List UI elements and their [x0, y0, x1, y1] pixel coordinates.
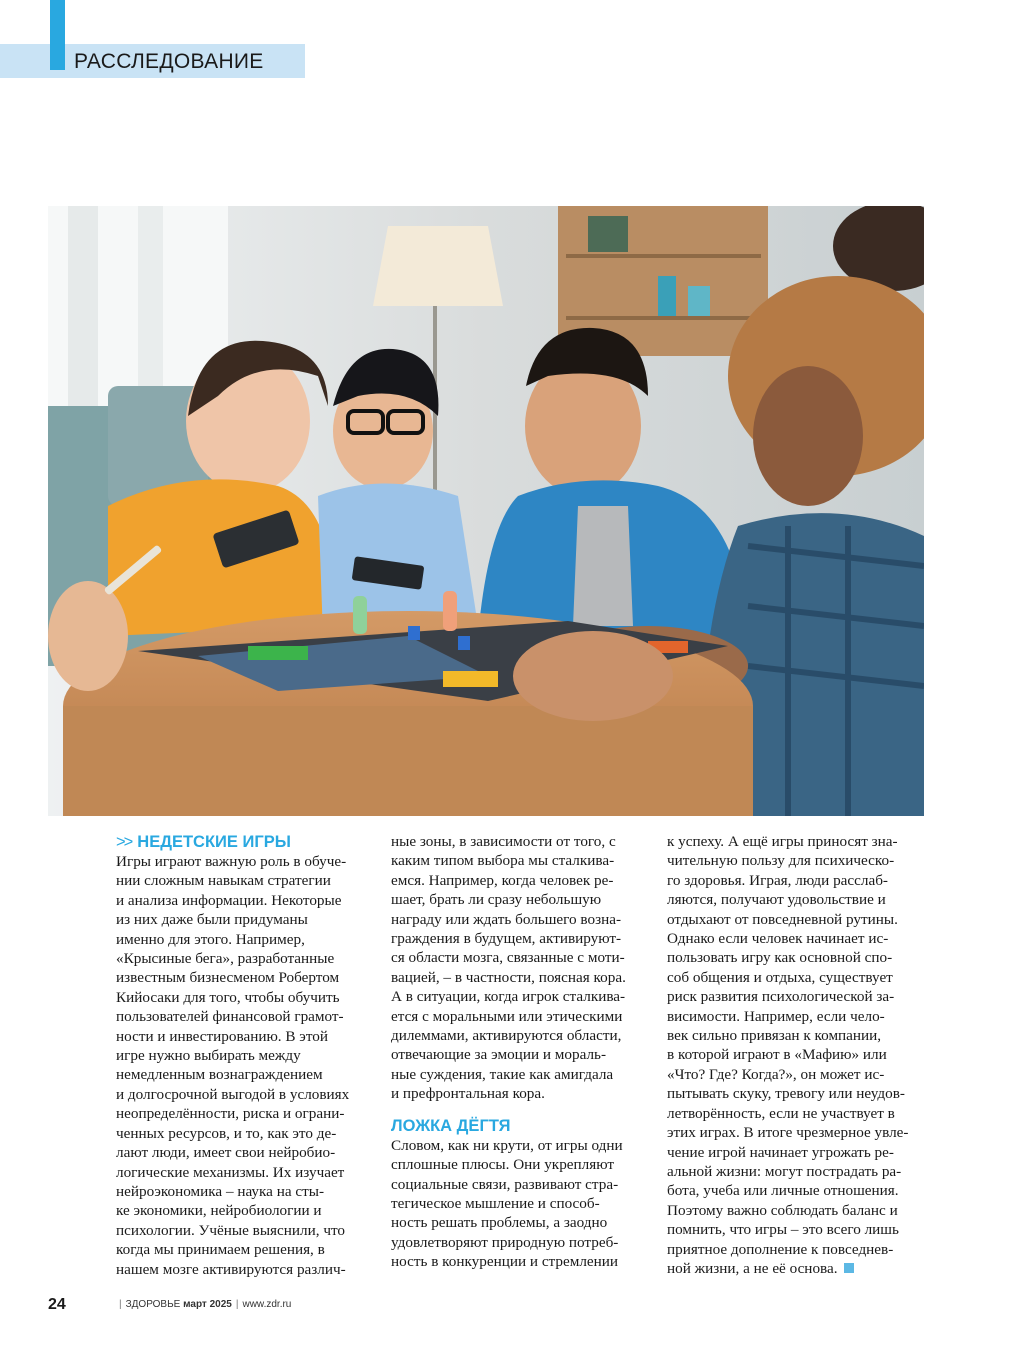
article-column-2 — [391, 832, 646, 1272]
text-line: нии сложным навыкам стратегии — [116, 872, 331, 890]
text-line: пользовать игру как основной спо- — [667, 949, 893, 967]
section-label: РАССЛЕДОВАНИЕ — [74, 50, 264, 73]
text-line: помнить, что игры – это всего лишь — [667, 1221, 899, 1239]
text-line: вацией, – в частности, поясная кора. — [391, 968, 626, 986]
text-line: альной жизни: могут пострадать ра- — [667, 1162, 902, 1180]
text-line: бота, учеба или личные отношения. — [667, 1182, 899, 1200]
text-line: лают люди, имеет свои нейробио- — [116, 1144, 336, 1162]
section-accent-stripe — [50, 0, 65, 70]
text-line: удовлетворяют природную потреб- — [391, 1233, 619, 1251]
heading-arrows-icon: >> — [116, 833, 132, 851]
text-line: емся. Например, когда человек ре- — [391, 871, 614, 889]
article-column-3 — [667, 832, 922, 1278]
text-line-last — [667, 1259, 922, 1278]
text-line: ные зоны, в зависимости от того, с — [391, 833, 616, 850]
text-line: этих играх. В итоге чрезмерное увле- — [667, 1124, 909, 1142]
text-line: и анализа информации. Некоторые — [116, 891, 342, 909]
page-number: 24 — [48, 1296, 66, 1313]
heading-nedetskie-igry — [116, 832, 371, 852]
text-line: Словом, как ни крути, от игры одни — [391, 1136, 623, 1154]
text-line: ке экономики, нейробиологии и — [116, 1202, 322, 1220]
issue-date: март 2025 — [183, 1299, 232, 1310]
text-line: каким типом выбора мы сталкива- — [391, 852, 615, 870]
end-of-article-square-icon — [844, 1263, 854, 1273]
text-line: известным бизнесменом Робертом — [116, 969, 340, 987]
text-line: дилеммами, активируются области, — [391, 1027, 622, 1045]
footer-separator: | — [235, 1299, 239, 1310]
text-line: неопределённости, риска и ограни- — [116, 1105, 345, 1123]
text-line: именно для этого. Например, — [116, 930, 305, 948]
board-game-photo — [48, 206, 924, 816]
text-line: век сильно привязан к компании, — [667, 1027, 882, 1045]
text-line: ность в конкуренции и стремлении — [391, 1253, 619, 1271]
text-line: сплошные плюсы. Они укрепляют — [391, 1156, 614, 1174]
text-line: пользователей финансовой грамот- — [116, 1008, 344, 1026]
text-line: ность решать проблемы, а заодно — [391, 1214, 608, 1232]
text-line: ется с моральными или этическими — [391, 1007, 623, 1025]
text-line: летворённость, если не участвует в — [667, 1104, 895, 1122]
text-line: го здоровья. Играя, люди расслаб- — [667, 871, 888, 889]
article-column-1 — [116, 832, 371, 1279]
text-line: немедленным вознаграждением — [116, 1066, 323, 1084]
magazine-name: ЗДОРОВЬЕ — [125, 1299, 181, 1310]
text-line: ные суждения, такие как амигдала — [391, 1065, 614, 1083]
text-line: риск развития психологической за- — [667, 988, 895, 1006]
text-line: ся области мозга, связанные с моти- — [391, 949, 625, 967]
text-line: социальные связи, развивают стра- — [391, 1175, 619, 1193]
text-line: когда мы принимаем решения, в — [116, 1241, 325, 1259]
text-line: Игры играют важную роль в обуче- — [116, 853, 347, 870]
text-line: граждения в будущем, активируют- — [391, 930, 622, 948]
article-photo — [48, 206, 924, 816]
text-line: в которой играют в «Мафию» или — [667, 1046, 887, 1064]
text-line: и долгосрочной выгодой в условиях — [116, 1085, 350, 1103]
text-line: ной жизни, а не её основа. — [667, 1259, 838, 1277]
text-line: ляются, получают удовольствие и — [667, 891, 886, 909]
text-line: шает, брать ли сразу небольшую — [391, 891, 602, 909]
text-line: награду или ждать большего возна- — [391, 910, 621, 928]
text-line: ности и инвестированию. В этой — [116, 1027, 328, 1045]
text-line: отдыхают от повседневной рутины. — [667, 910, 898, 928]
text-line: Поэтому важно соблюдать баланс и — [667, 1201, 898, 1219]
text-line: пытывать скуку, тревогу или неудов- — [667, 1085, 905, 1103]
footer-separator: | — [119, 1299, 122, 1310]
heading-lozhka-degtya: ЛОЖКА ДЁГТЯ — [391, 1116, 511, 1135]
text-line: и префронтальная кора. — [391, 1085, 545, 1103]
website-url: www.zdr.ru — [242, 1299, 292, 1310]
text-line: Кийосаки для того, чтобы обучить — [116, 988, 340, 1006]
text-line: ченных ресурсов, и то, как это де- — [116, 1124, 337, 1142]
text-line: висимости. Например, если чело- — [667, 1007, 885, 1025]
text-line: приятное дополнение к повседнев- — [667, 1240, 894, 1258]
text-line: отвечающие за эмоции и мораль- — [391, 1046, 607, 1064]
text-line: соб общения и отдыха, существует — [667, 968, 893, 986]
text-line: игре нужно выбирать между — [116, 1047, 301, 1065]
text-line: Однако если человек начинает ис- — [667, 930, 889, 948]
text-line: «Крысиные бега», разработанные — [116, 950, 335, 968]
text-line: А в ситуации, когда игрок сталкива- — [391, 988, 626, 1006]
text-line: тегическое мышление и способ- — [391, 1194, 600, 1212]
text-line: чение игрой начинает угрожать ре- — [667, 1143, 894, 1161]
heading-text: НЕДЕТСКИЕ ИГРЫ — [137, 833, 291, 851]
text-line: психологии. Учёные выяснили, что — [116, 1221, 345, 1239]
text-line: «Что? Где? Когда?», он может ис- — [667, 1065, 885, 1083]
text-line: логические механизмы. Их изучает — [116, 1163, 345, 1181]
text-line: нейроэкономика – наука на сты- — [116, 1182, 325, 1200]
text-line: чительную пользу для психическо- — [667, 852, 895, 870]
text-line: из них даже были придуманы — [116, 911, 308, 929]
footer-info — [115, 1299, 291, 1310]
text-line: к успеху. А ещё игры приносят зна- — [667, 833, 898, 850]
text-line: нашем мозге активируются различ- — [116, 1260, 346, 1278]
